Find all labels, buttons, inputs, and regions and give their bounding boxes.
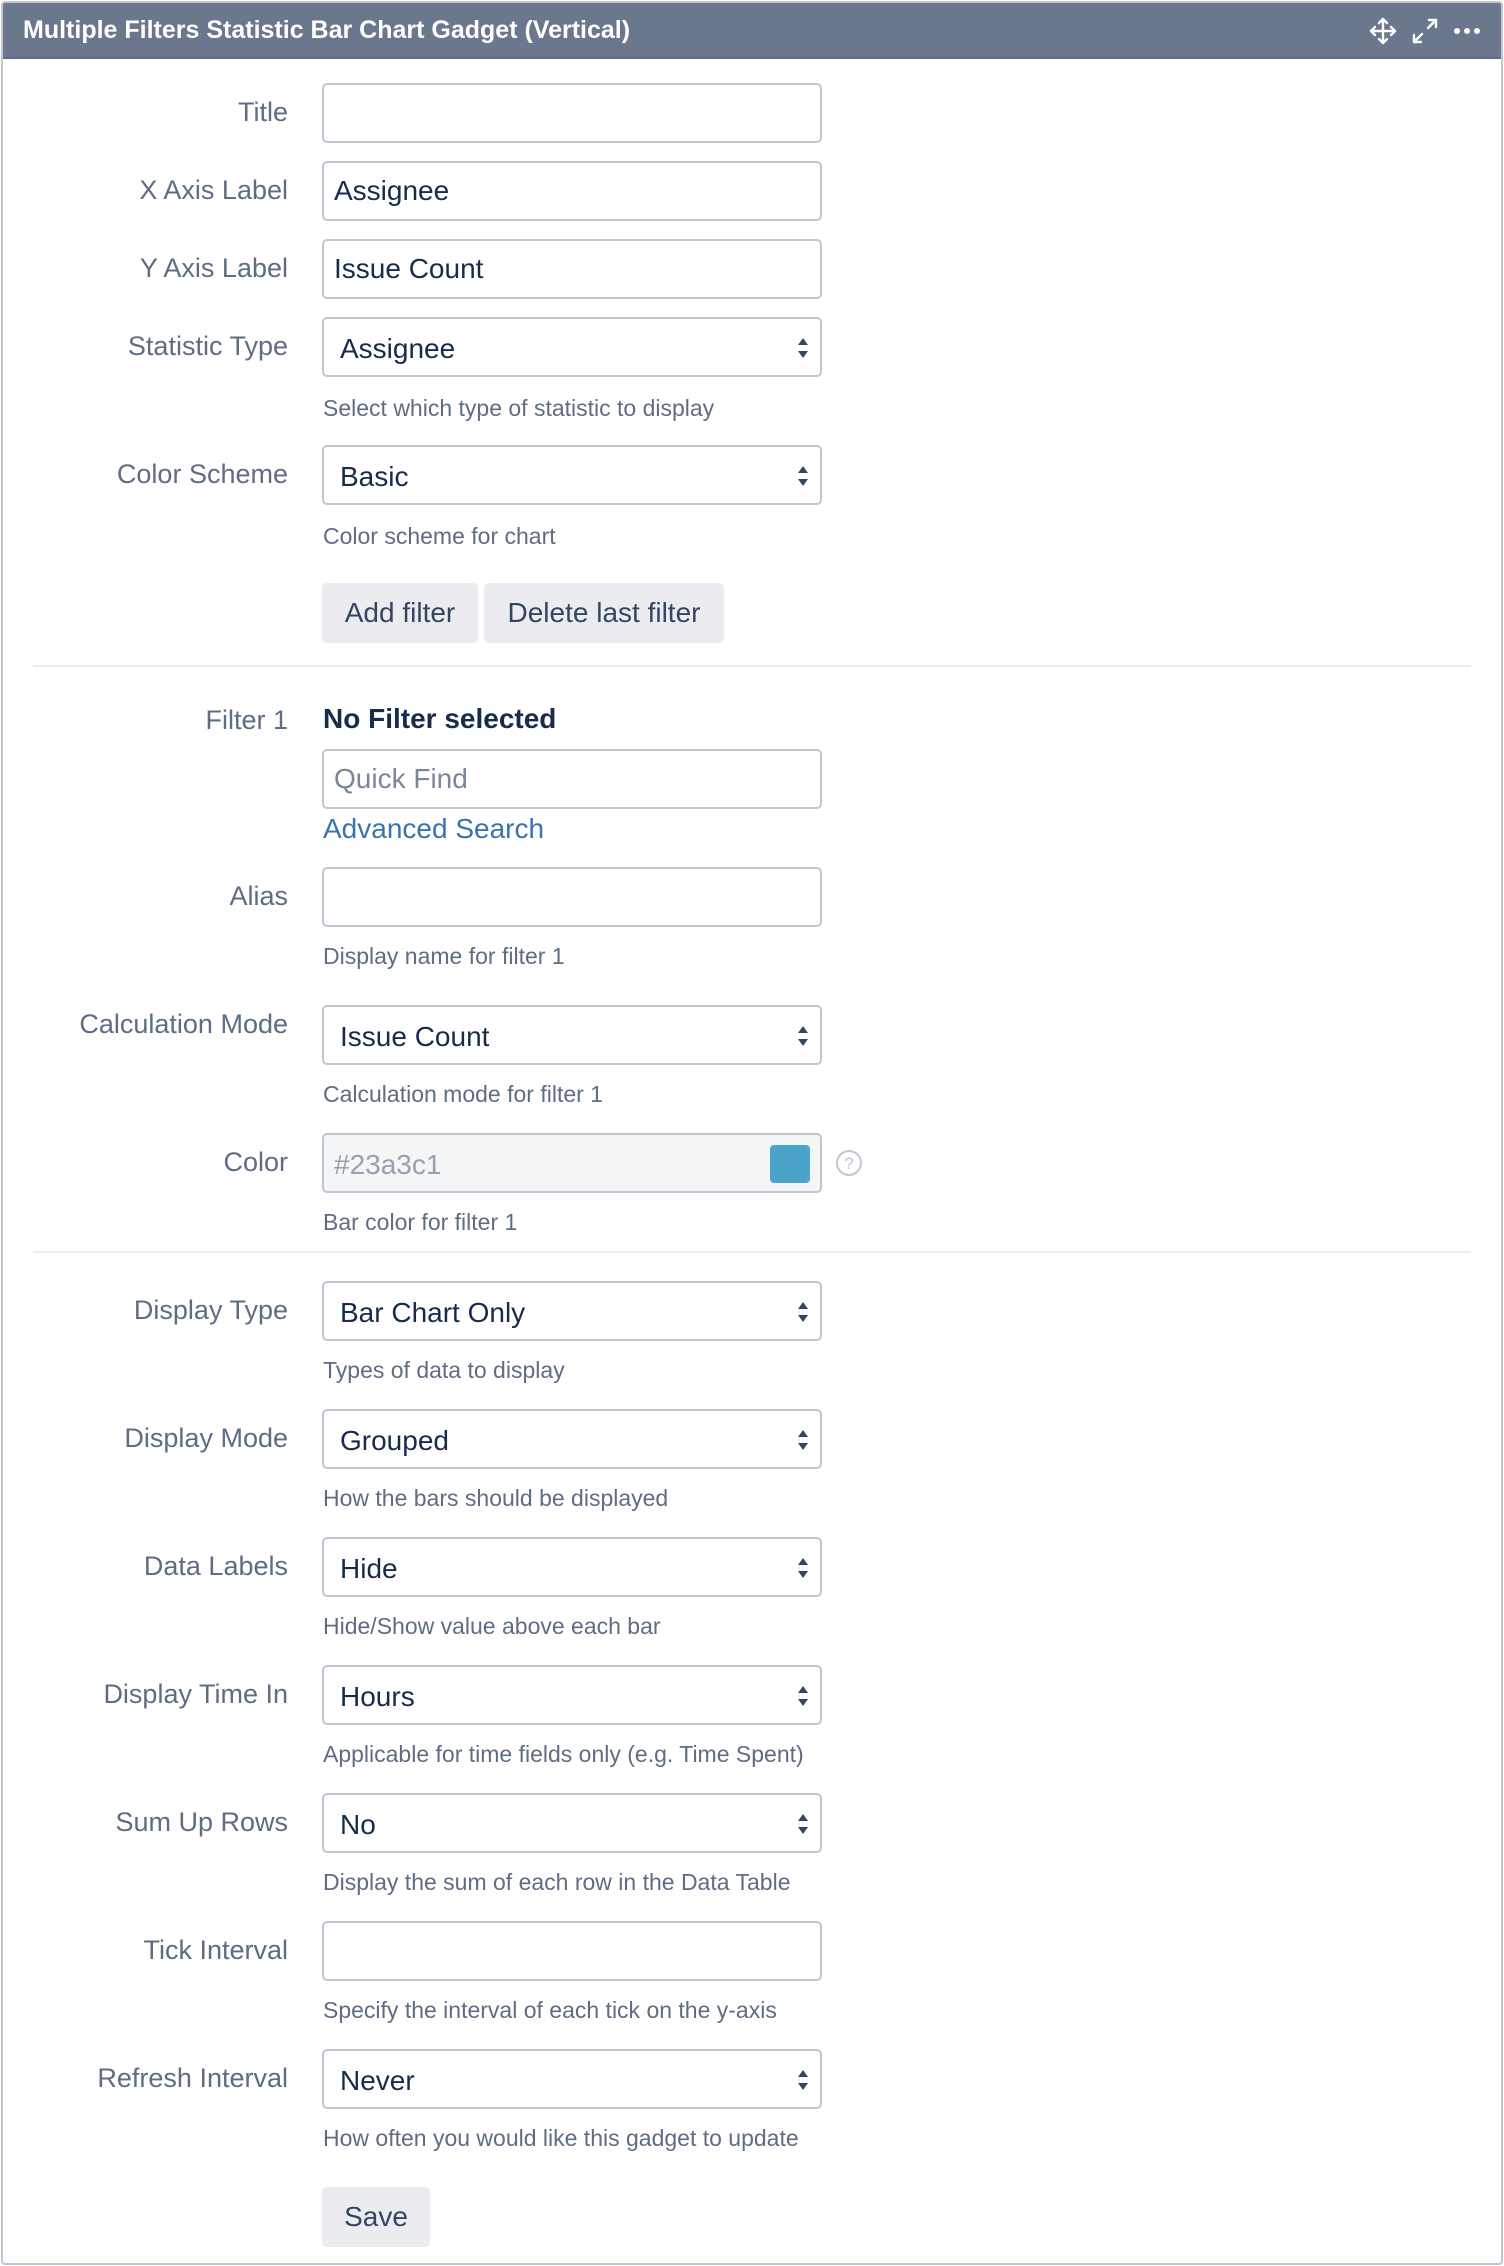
x-axis-input[interactable] xyxy=(324,163,820,219)
display-type-label: Display Type xyxy=(133,1295,288,1325)
refresh-interval-value: Never xyxy=(340,2065,415,2096)
y-axis-input[interactable] xyxy=(324,241,820,297)
display-type-value: Bar Chart Only xyxy=(340,1297,526,1328)
display-mode-label: Display Mode xyxy=(124,1423,288,1453)
refresh-interval-help: How often you would like this gadget to update xyxy=(323,2125,799,2151)
calc-mode-help: Calculation mode for filter 1 xyxy=(323,1081,603,1107)
gadget-title: Multiple Filters Statistic Bar Chart Gadget (Vertical) xyxy=(23,16,631,44)
time-in-help: Applicable for time fields only (e.g. Time Spent) xyxy=(323,1741,804,1767)
svg-text:?: ? xyxy=(844,1154,854,1173)
data-labels-select[interactable] xyxy=(322,1537,822,1597)
sum-rows-help: Display the sum of each row in the Data Table xyxy=(323,1869,791,1895)
delete-filter-button[interactable]: Delete last filter xyxy=(484,583,724,643)
alias-field[interactable] xyxy=(322,867,822,927)
x-axis-label: X Axis Label xyxy=(139,175,288,205)
color-scheme-label: Color Scheme xyxy=(116,459,288,489)
title-label: Title xyxy=(237,97,288,127)
save-button[interactable]: Save xyxy=(322,2187,430,2247)
gadget-header xyxy=(3,3,1501,59)
statistic-type-value: Assignee xyxy=(340,333,456,364)
alias-input[interactable] xyxy=(324,869,820,925)
color-help: Bar color for filter 1 xyxy=(323,1209,518,1235)
tick-interval-help: Specify the interval of each tick on the y-axis xyxy=(323,1997,777,2023)
alias-label: Alias xyxy=(229,881,288,911)
x-axis-field[interactable] xyxy=(322,161,822,221)
data-labels-help: Hide/Show value above each bar xyxy=(323,1613,661,1639)
y-axis-label: Y Axis Label xyxy=(139,253,288,283)
calc-mode-value: Issue Count xyxy=(340,1021,490,1052)
time-in-select[interactable] xyxy=(322,1665,822,1725)
data-labels-value: Hide xyxy=(340,1553,398,1584)
refresh-interval-label: Refresh Interval xyxy=(97,2063,288,2093)
section-divider xyxy=(33,665,1471,667)
tick-interval-label: Tick Interval xyxy=(143,1935,288,1965)
sum-rows-select[interactable] xyxy=(322,1793,822,1853)
statistic-type-help: Select which type of statistic to display xyxy=(323,395,715,421)
sum-rows-value: No xyxy=(340,1809,376,1840)
select-arrows-icon xyxy=(796,1681,810,1711)
display-mode-value: Grouped xyxy=(340,1425,449,1456)
y-axis-field[interactable] xyxy=(322,239,822,299)
help-icon[interactable] xyxy=(835,1149,863,1177)
expand-icon[interactable] xyxy=(1409,16,1441,46)
advanced-search-link[interactable]: Advanced Search xyxy=(323,813,545,844)
title-field[interactable] xyxy=(322,83,822,143)
title-input[interactable] xyxy=(324,85,820,141)
select-arrows-icon xyxy=(796,1297,810,1327)
color-value: #23a3c1 xyxy=(334,1149,442,1180)
color-scheme-select[interactable] xyxy=(322,445,822,505)
color-swatch[interactable] xyxy=(770,1145,810,1183)
select-arrows-icon xyxy=(796,1021,810,1051)
quick-find-field[interactable] xyxy=(322,749,822,809)
statistic-type-label: Statistic Type xyxy=(127,331,288,361)
display-type-help: Types of data to display xyxy=(323,1357,565,1383)
calc-mode-select[interactable] xyxy=(322,1005,822,1065)
quick-find-input[interactable] xyxy=(324,751,820,807)
more-icon[interactable] xyxy=(1451,16,1483,46)
select-arrows-icon xyxy=(796,1553,810,1583)
display-type-select[interactable] xyxy=(322,1281,822,1341)
select-arrows-icon xyxy=(796,333,810,363)
section-divider xyxy=(33,1251,1471,1253)
color-scheme-help: Color scheme for chart xyxy=(323,523,556,549)
display-mode-select[interactable] xyxy=(322,1409,822,1469)
select-arrows-icon xyxy=(796,461,810,491)
select-arrows-icon xyxy=(796,2065,810,2095)
select-arrows-icon xyxy=(796,1809,810,1839)
move-icon[interactable] xyxy=(1367,16,1399,46)
color-field[interactable] xyxy=(322,1133,822,1193)
calc-mode-label: Calculation Mode xyxy=(79,1009,288,1039)
add-filter-button[interactable]: Add filter xyxy=(322,583,478,643)
time-in-value: Hours xyxy=(340,1681,415,1712)
color-label: Color xyxy=(223,1147,288,1177)
select-arrows-icon xyxy=(796,1425,810,1455)
sum-rows-label: Sum Up Rows xyxy=(115,1807,288,1837)
display-mode-help: How the bars should be displayed xyxy=(323,1485,669,1511)
tick-interval-field[interactable] xyxy=(322,1921,822,1981)
color-scheme-value: Basic xyxy=(340,461,409,492)
alias-help: Display name for filter 1 xyxy=(323,943,565,969)
statistic-type-select[interactable] xyxy=(322,317,822,377)
time-in-label: Display Time In xyxy=(103,1679,288,1709)
filter1-status: No Filter selected xyxy=(323,703,557,734)
data-labels-label: Data Labels xyxy=(143,1551,288,1581)
refresh-interval-select[interactable] xyxy=(322,2049,822,2109)
filter1-label: Filter 1 xyxy=(205,705,288,735)
gadget-panel xyxy=(1,1,1503,2265)
tick-interval-input[interactable] xyxy=(324,1923,820,1979)
